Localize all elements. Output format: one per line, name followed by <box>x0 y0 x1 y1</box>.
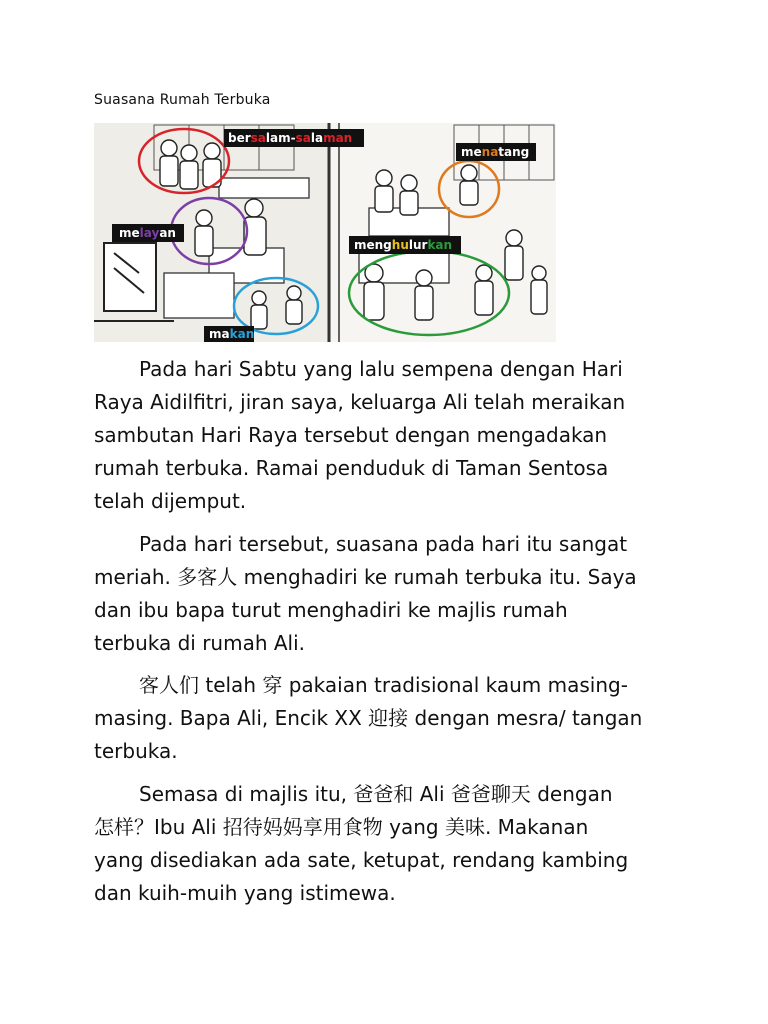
paragraph-2 <box>94 528 684 660</box>
paragraph-line: Pada hari tersebut, suasana pada hari itu sangat <box>139 532 628 556</box>
paragraph-line: rumah terbuka. Ramai penduduk di Taman Sentosa <box>94 456 609 480</box>
paragraph-line: yang disediakan ada sate, ketupat, rendang kambing <box>94 848 629 872</box>
scene-drawing <box>94 123 556 342</box>
paragraph-4 <box>94 778 684 910</box>
paragraph-line: Raya Aidilfitri, jiran saya, keluarga Ali telah meraikan <box>94 390 626 414</box>
paragraph-line: meriah. 多客人 menghadiri ke rumah terbuka itu. Saya <box>94 565 637 589</box>
paragraph-line: telah dijemput. <box>94 489 247 513</box>
label-melayan: melayan <box>119 226 176 240</box>
label-bersalam-salaman: bersalam-salaman <box>228 131 353 145</box>
paragraph-3 <box>94 669 684 768</box>
label-menghulurkan: menghulurkan <box>354 238 453 252</box>
paragraph-line: Pada hari Sabtu yang lalu sempena dengan Hari <box>139 357 623 381</box>
paragraph-line: 怎样？Ibu Ali 招待妈妈享用食物 yang 美味. Makanan <box>94 815 589 839</box>
label-makan: makan <box>209 327 255 341</box>
paragraph-line: 客人们 telah 穿 pakaian tradisional kaum masing- <box>139 673 628 697</box>
scene-illustration <box>94 123 556 342</box>
paragraph-line: masing. Bapa Ali, Encik XX 迎接 dengan mesra/ tangan <box>94 706 643 730</box>
paragraph-line: dan kuih-muih yang istimewa. <box>94 881 396 905</box>
paragraph-line: sambutan Hari Raya tersebut dengan mengadakan <box>94 423 608 447</box>
paragraph-1 <box>94 353 684 518</box>
paragraph-line: terbuka di rumah Ali. <box>94 631 306 655</box>
page-title: Suasana Rumah Terbuka <box>94 92 271 108</box>
paragraph-line: Semasa di majlis itu, 爸爸和 Ali 爸爸聊天 dengan <box>139 782 613 806</box>
paragraph-line: dan ibu bapa turut menghadiri ke majlis rumah <box>94 598 568 622</box>
paragraph-line: terbuka. <box>94 739 178 763</box>
label-menatang: menatang <box>461 145 530 159</box>
